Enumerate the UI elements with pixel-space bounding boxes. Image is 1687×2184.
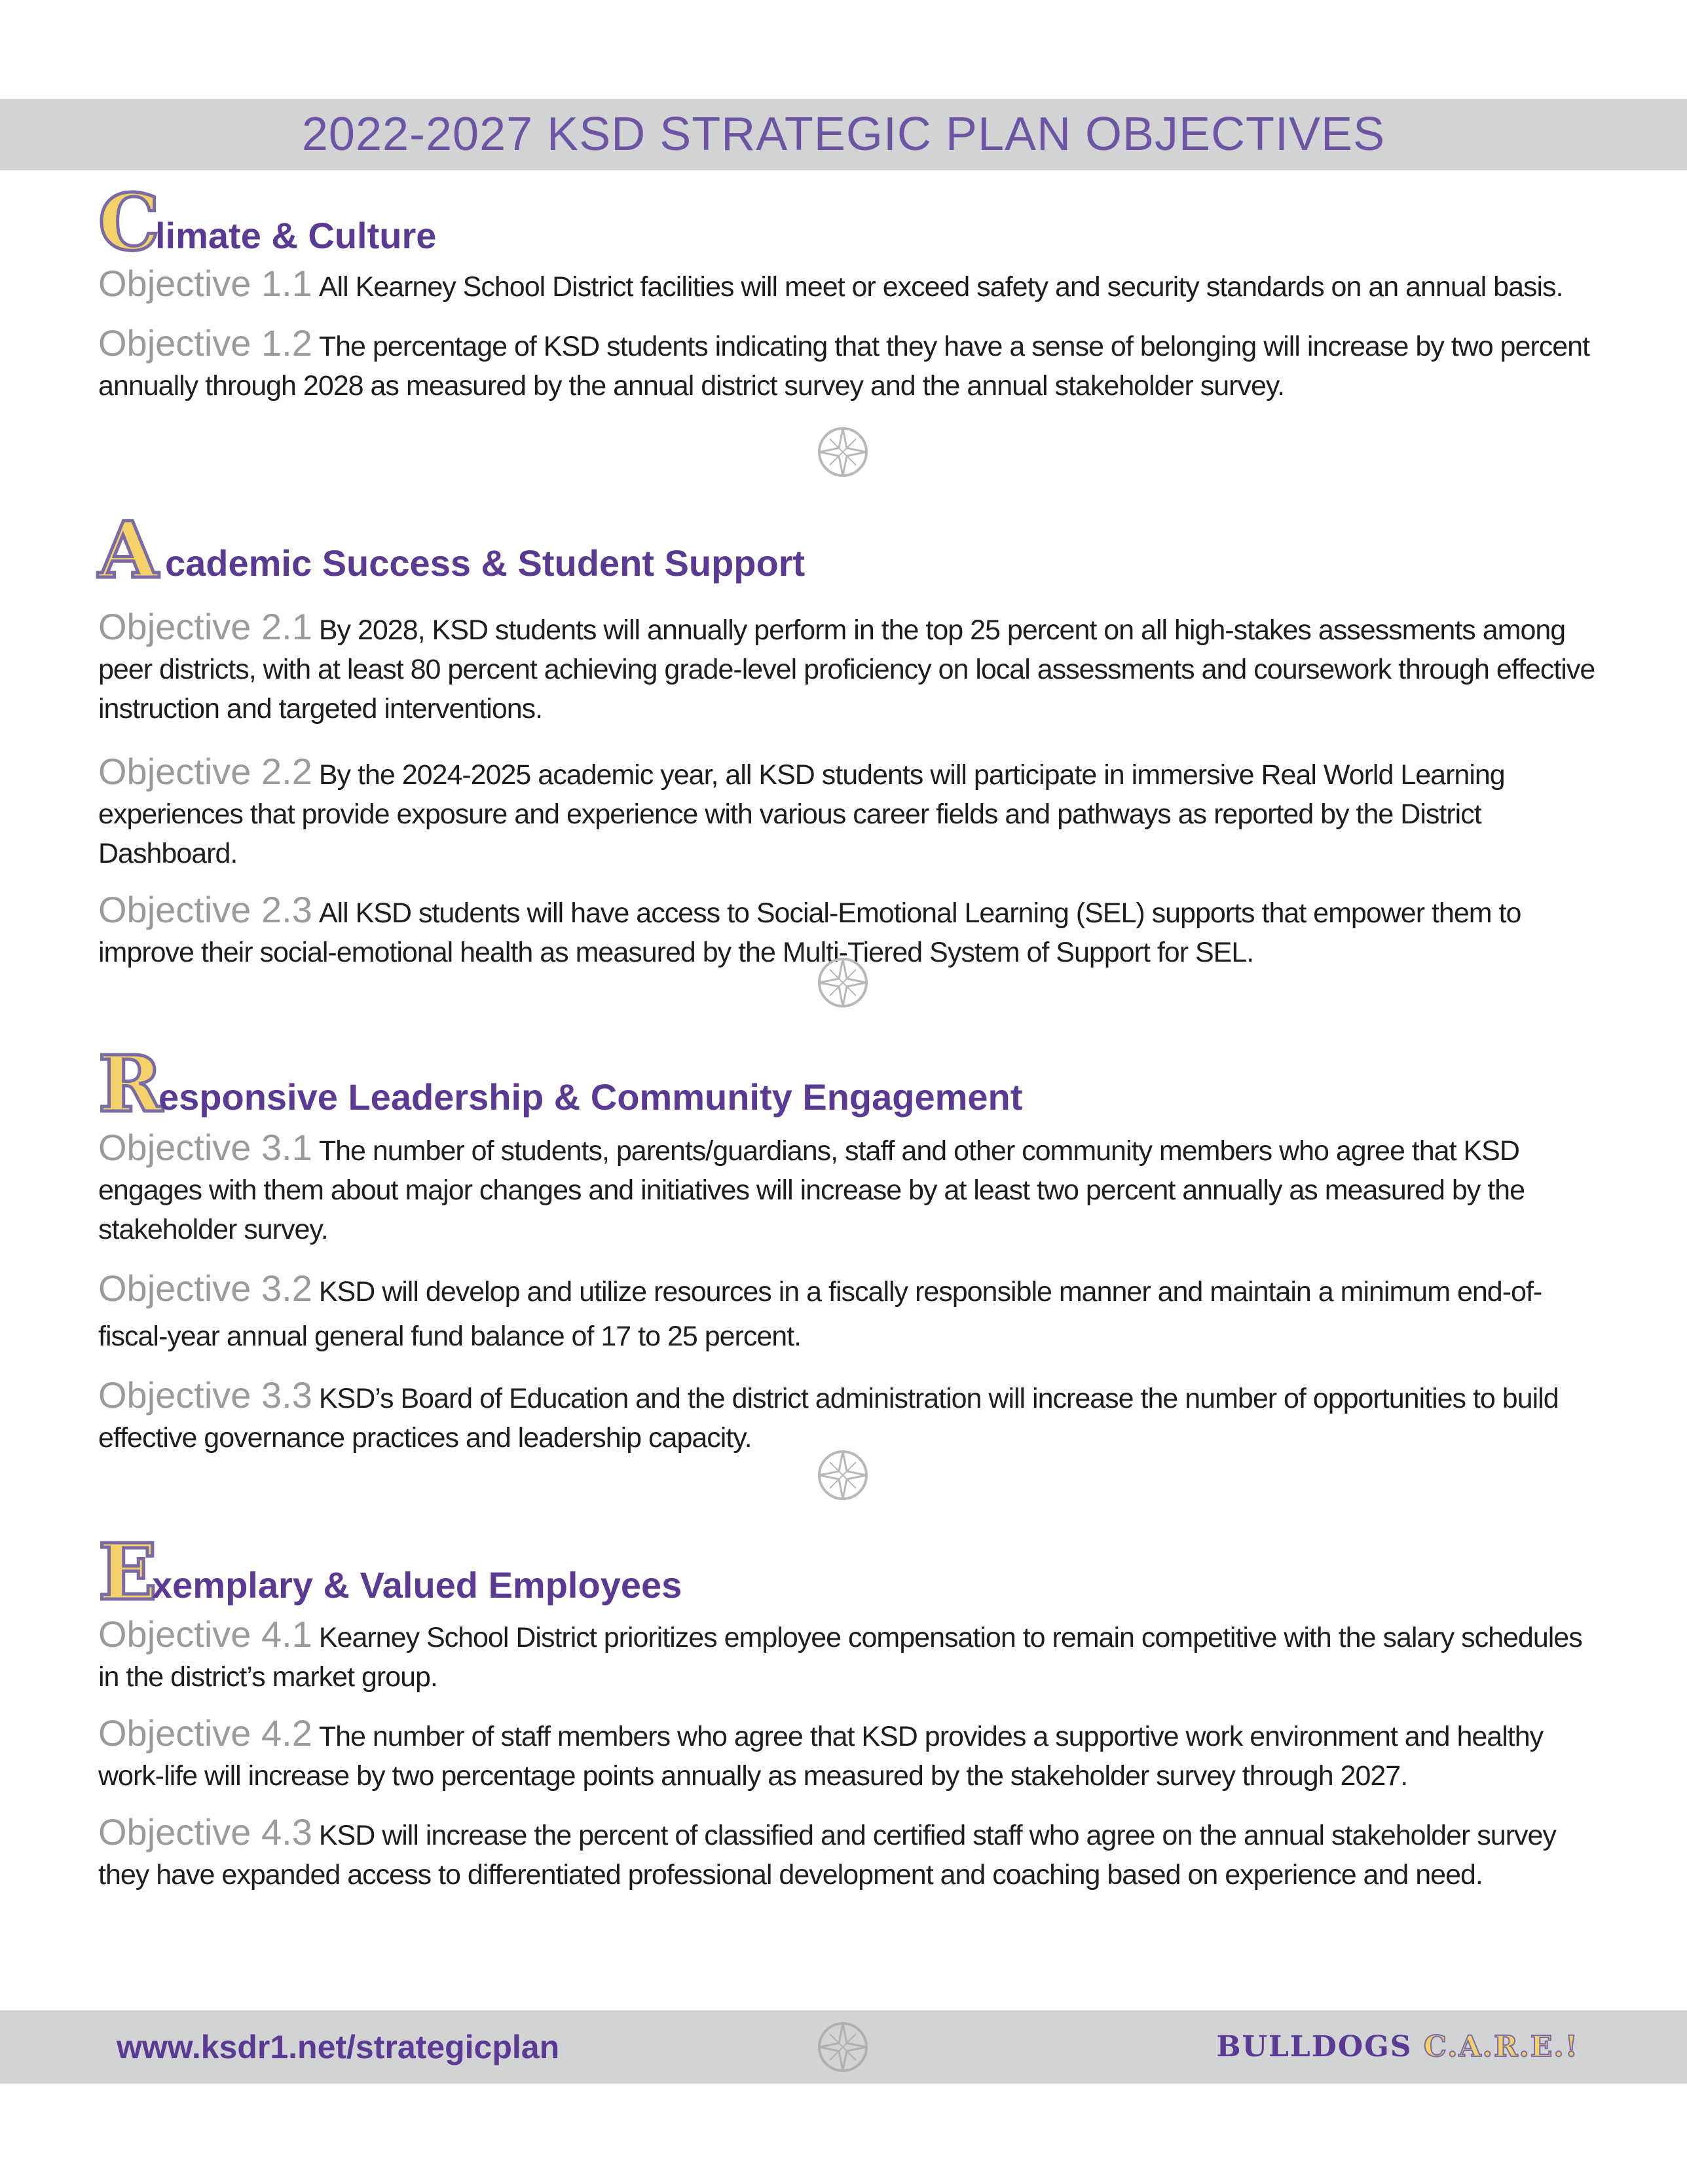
section-responsive-leadership [98, 1038, 1598, 1475]
bulldogs-care-logo [1216, 2010, 1579, 2084]
objective-label: Objective 3.3 [98, 1374, 312, 1416]
objective-3-2 [98, 1266, 1598, 1359]
objective-label: Objective 1.2 [98, 322, 312, 364]
objective-text: All KSD students will have access to Social-Emotional Learning (SEL) supports that empower them to improve their social-emotional health as measured by the Multi-Tiered System of Support for SEL. [98, 897, 1521, 968]
objective-label: Objective 1.1 [98, 263, 312, 304]
objective-text: KSD will develop and utilize resources in a fiscally responsible manner and maintain a minimum end-of-fiscal-year annual general fund balance of 17 to 25 percent. [98, 1276, 1542, 1352]
objective-text: By 2028, KSD students will annually perform in the top 25 percent on all high-stakes assessments among peer districts, with at least 80 percent achieving grade-level proficiency on local assessments and coursework through effective instruction and targeted interventions. [98, 614, 1595, 725]
objective-2-2 [98, 752, 1598, 873]
section-heading [98, 504, 1598, 595]
drop-cap: C [98, 177, 160, 268]
objective-label: Objective 3.2 [98, 1268, 312, 1309]
objective-text: All Kearney School District facilities will meet or exceed safety and security standards on an annual basis. [318, 271, 1563, 303]
section-heading [98, 1526, 1598, 1617]
section-heading [98, 177, 1598, 268]
section-exemplary-employees [98, 1526, 1598, 1911]
objective-3-3 [98, 1376, 1598, 1458]
section-title: esponsive Leadership & Community Engagement [158, 1076, 1023, 1118]
objective-text: KSD’s Board of Education and the district administration will increase the number of opportunities to build effective governance practices and leadership capacity. [98, 1383, 1559, 1454]
objective-1-2 [98, 324, 1598, 405]
objective-2-1 [98, 607, 1598, 728]
objective-1-1 [98, 264, 1598, 307]
objective-text: By the 2024-2025 academic year, all KSD students will participate in immersive Real World Learning experiences that provide exposure and experience with various career fields and pathways as reported by the District Dashboard. [98, 759, 1505, 869]
objective-label: Objective 4.1 [98, 1613, 312, 1655]
compass-rose-icon [815, 2020, 870, 2075]
objective-label: Objective 2.1 [98, 606, 312, 647]
objective-4-2 [98, 1714, 1598, 1796]
header-band [0, 99, 1687, 170]
footer-band [0, 2010, 1687, 2084]
objective-label: Objective 4.2 [98, 1712, 312, 1754]
compass-rose-icon [815, 955, 870, 1010]
section-heading [98, 1038, 1598, 1129]
drop-cap: E [98, 1526, 157, 1617]
objective-text: The percentage of KSD students indicating that they have a sense of belonging will increase by two percent annually through 2028 as measured by the annual district survey and the annual stakeholder survey. [98, 331, 1589, 402]
objective-label: Objective 3.1 [98, 1127, 312, 1168]
drop-cap: R [98, 1038, 163, 1129]
section-title: limate & Culture [155, 215, 437, 256]
objective-text: KSD will increase the percent of classified and certified staff who agree on the annual stakeholder survey they have expanded access to differentiated professional development and coaching based on experience and need. [98, 1820, 1556, 1891]
brand-word: BULLDOGS [1216, 2030, 1413, 2063]
objective-text: The number of students, parents/guardians, staff and other community members who agree that KSD engages with them about major changes and initiatives will increase by at least two percent annually as measured by the stakeholder survey. [98, 1135, 1525, 1245]
objective-4-3 [98, 1813, 1598, 1894]
section-academic-success [98, 504, 1598, 989]
objective-label: Objective 4.3 [98, 1811, 312, 1853]
compass-rose-icon [815, 424, 870, 480]
compass-rose-icon [815, 1448, 870, 1503]
section-climate-culture [98, 177, 1598, 423]
objective-text: Kearney School District prioritizes employee compensation to remain competitive with the salary schedules in the district’s market group. [98, 1622, 1582, 1693]
objective-label: Objective 2.2 [98, 751, 312, 792]
objective-4-1 [98, 1615, 1598, 1697]
section-title: cademic Success & Student Support [165, 542, 806, 584]
objective-label: Objective 2.3 [98, 889, 312, 930]
objective-text: The number of staff members who agree that KSD provides a supportive work environment and healthy work-life will increase by two percentage points annually as measured by the stakeholder survey through 2027. [98, 1721, 1544, 1792]
drop-cap: A [98, 504, 158, 595]
page-title: 2022-2027 KSD STRATEGIC PLAN OBJECTIVES [301, 108, 1386, 160]
brand-care: C.A.R.E.! [1423, 2030, 1579, 2063]
footer-url-link[interactable]: www.ksdr1.net/strategicplan [117, 2029, 560, 2065]
section-title: xemplary & Valued Employees [152, 1564, 682, 1606]
objective-3-1 [98, 1128, 1598, 1249]
